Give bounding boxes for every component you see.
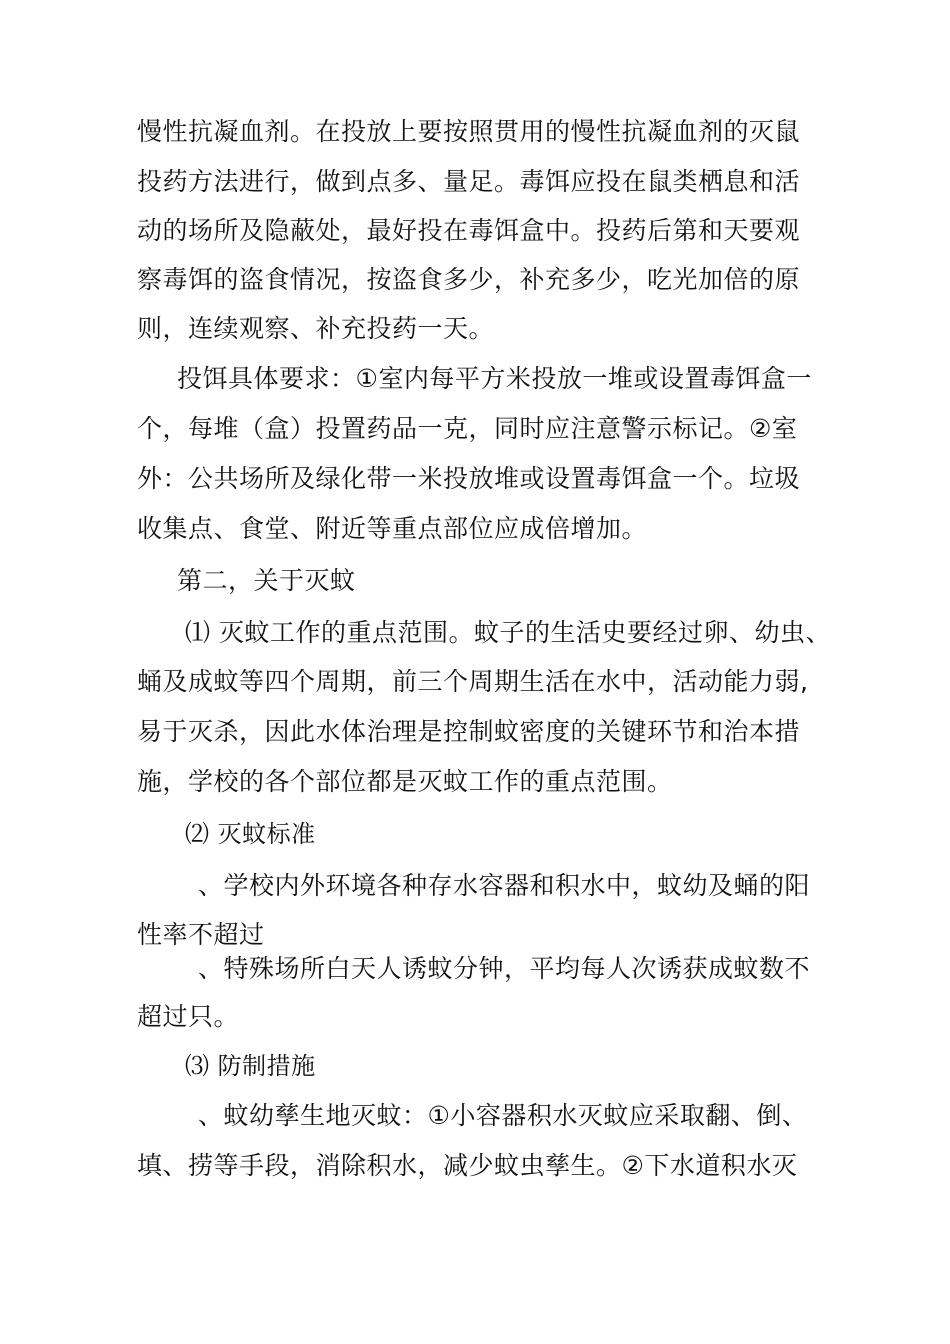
text-line: 投药方法进行，做到点多、量足。毒饵应投在鼠类栖息和活 bbox=[137, 167, 801, 196]
text-line: 性率不超过 bbox=[137, 920, 265, 949]
text-line: 填、捞等手段，消除积水，减少蚊虫孳生。②下水道积水灭 bbox=[137, 1151, 798, 1180]
text-line: 慢性抗凝血剂。在投放上要按照贯用的慢性抗凝血剂的灭鼠 bbox=[137, 117, 801, 146]
text-line: 察毒饵的盗食情况，按盗食多少，补充多少，吃光加倍的原 bbox=[137, 265, 801, 294]
text-line: 则，连续观察、补充投药一天。 bbox=[137, 314, 495, 343]
text-line: 动的场所及隐蔽处，最好投在毒饵盒中。投药后第和天要观 bbox=[137, 216, 801, 245]
text-line: 超过只。 bbox=[137, 1002, 240, 1031]
text-line: 易于灭杀，因此水体治理是控制蚊密度的关键环节和治本措 bbox=[137, 717, 801, 746]
text-line: 、特殊场所白天人诱蚊分钟，平均每人次诱获成蚊数不 bbox=[198, 954, 811, 983]
text-line: 施，学校的各个部位都是灭蚊工作的重点范围。 bbox=[137, 767, 673, 796]
subheading: ⑶ 防制措施 bbox=[185, 1052, 316, 1080]
text-line: 收集点、食堂、附近等重点部位应成倍增加。 bbox=[137, 514, 648, 543]
section-heading: 第二，关于灭蚊 bbox=[177, 566, 356, 595]
text-line: 外：公共场所及绿化带一米投放堆或设置毒饵盒一个。垃圾 bbox=[137, 464, 801, 493]
text-line: 投饵具体要求：①室内每平方米投放一堆或设置毒饵盒一 bbox=[177, 364, 812, 393]
text-line: 、学校内外环境各种存水容器和积水中，蚊幼及蛹的阳 bbox=[198, 871, 811, 900]
text-line: 、蚊幼孳生地灭蚊：①小容器积水灭蚊应采取翻、倒、 bbox=[198, 1101, 808, 1130]
text-line: ⑴ 灭蚊工作的重点范围。蚊子的生活史要经过卵、幼虫、 bbox=[185, 618, 831, 647]
text-line: 蛹及成蚊等四个周期，前三个周期生活在水中，活动能力弱, bbox=[137, 667, 809, 696]
subheading: ⑵ 灭蚊标准 bbox=[185, 820, 316, 848]
text-line: 个，每堆（盒）投置药品一克，同时应注意警示标记。②室 bbox=[137, 414, 798, 443]
